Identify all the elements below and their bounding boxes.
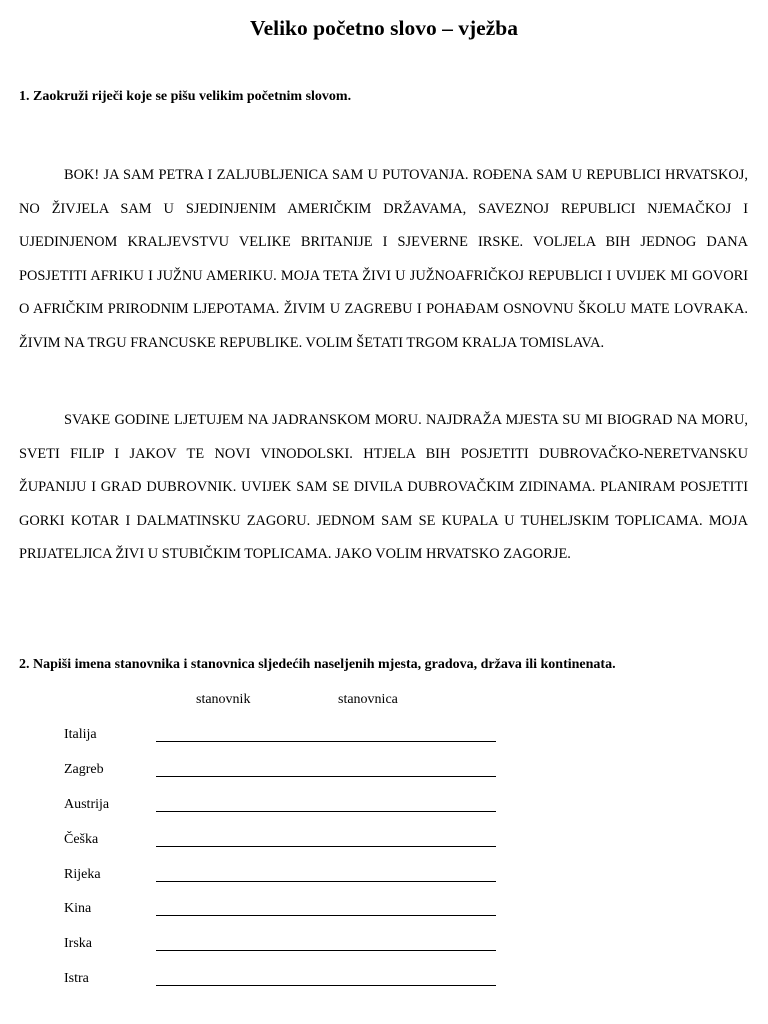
answer-line[interactable] [156, 846, 496, 847]
place-label: Rijeka [64, 866, 101, 882]
answer-rows [64, 727, 504, 1006]
place-label: Austrija [64, 796, 110, 812]
answer-row [64, 936, 504, 971]
answer-row [64, 832, 504, 867]
answer-row [64, 901, 504, 936]
answer-row [64, 971, 504, 1006]
answer-row [64, 797, 504, 832]
task1-heading: 1. Zaokruži riječi koje se pišu velikim početnim slovom. [19, 89, 352, 104]
place-label: Kina [64, 901, 92, 917]
answer-line[interactable] [156, 776, 496, 777]
place-label: Italija [64, 727, 97, 742]
place-label: Češka [64, 831, 99, 847]
column-header-stanovnik: stanovnik [196, 692, 251, 707]
answer-row [64, 727, 504, 762]
page-title: Veliko početno slovo – vježba [250, 16, 518, 40]
answer-line[interactable] [156, 811, 496, 812]
place-label: Istra [64, 971, 89, 987]
answer-row [64, 867, 504, 902]
answer-row [64, 762, 504, 797]
task1-paragraph-1: BOK! JA SAM PETRA I ZALJUBLJENICA SAM U PUTOVANJA. ROĐENA SAM U REPUBLICI HRVATSKOJ, NO ŽIVJELA SAM U SJEDINJENIM AMERIČKIM DRŽAVAMA, SAVEZNOJ REPUBLICI NJEMAČKOJ I UJEDINJENOM KRALJEVSTVU VELIKE BRITANIJE I SJEVERNE IRSKE. VOLJELA BIH JEDNOG DANA POSJETITI AFRIKU I JUŽNU AMERIKU. MOJA TETA ŽIVI U JUŽNOAFRIČKOJ REPUBLICI I UVIJEK MI GOVORI O AFRIČKIM PRIRODNIM LJEPOTAMA. ŽIVIM U ZAGREBU I POHAĐAM OSNOVNU ŠKOLU MATE LOVRAKA. ŽIVIM NA TRGU FRANCUSKE REPUBLIKE. VOLIM ŠETATI TRGOM KRALJA TOMISLAVA. [19, 167, 748, 351]
place-label: Zagreb [64, 761, 104, 777]
answer-line[interactable] [156, 881, 496, 882]
place-label: Irska [64, 936, 92, 952]
task2-heading: 2. Napiši imena stanovnika i stanovnica sljedećih naseljenih mjesta, gradova, država ili kontinenata. [19, 657, 616, 672]
answer-line[interactable] [156, 915, 496, 916]
answer-line[interactable] [156, 741, 496, 742]
answer-line[interactable] [156, 950, 496, 951]
column-header-stanovnica: stanovnica [338, 692, 398, 707]
answer-line[interactable] [156, 985, 496, 986]
task1-paragraph-2: SVAKE GODINE LJETUJEM NA JADRANSKOM MORU. NAJDRAŽA MJESTA SU MI BIOGRAD NA MORU, SVETI FILIP I JAKOV TE NOVI VINODOLSKI. HTJELA BIH POSJETITI DUBROVAČKO-NERETVANSKU ŽUPANIJU I GRAD DUBROVNIK. UVIJEK SAM SE DIVILA DUBROVAČKIM ZIDINAMA. PLANIRAM POSJETITI GORKI KOTAR I DALMATINSKU ZAGORU. JEDNOM SAM SE KUPALA U TUHELJSKIM TOPLICAMA. MOJA PRIJATELJICA ŽIVI U STUBIČKIM TOPLICAMA. JAKO VOLIM HRVATSKO ZAGORJE. [19, 412, 748, 562]
